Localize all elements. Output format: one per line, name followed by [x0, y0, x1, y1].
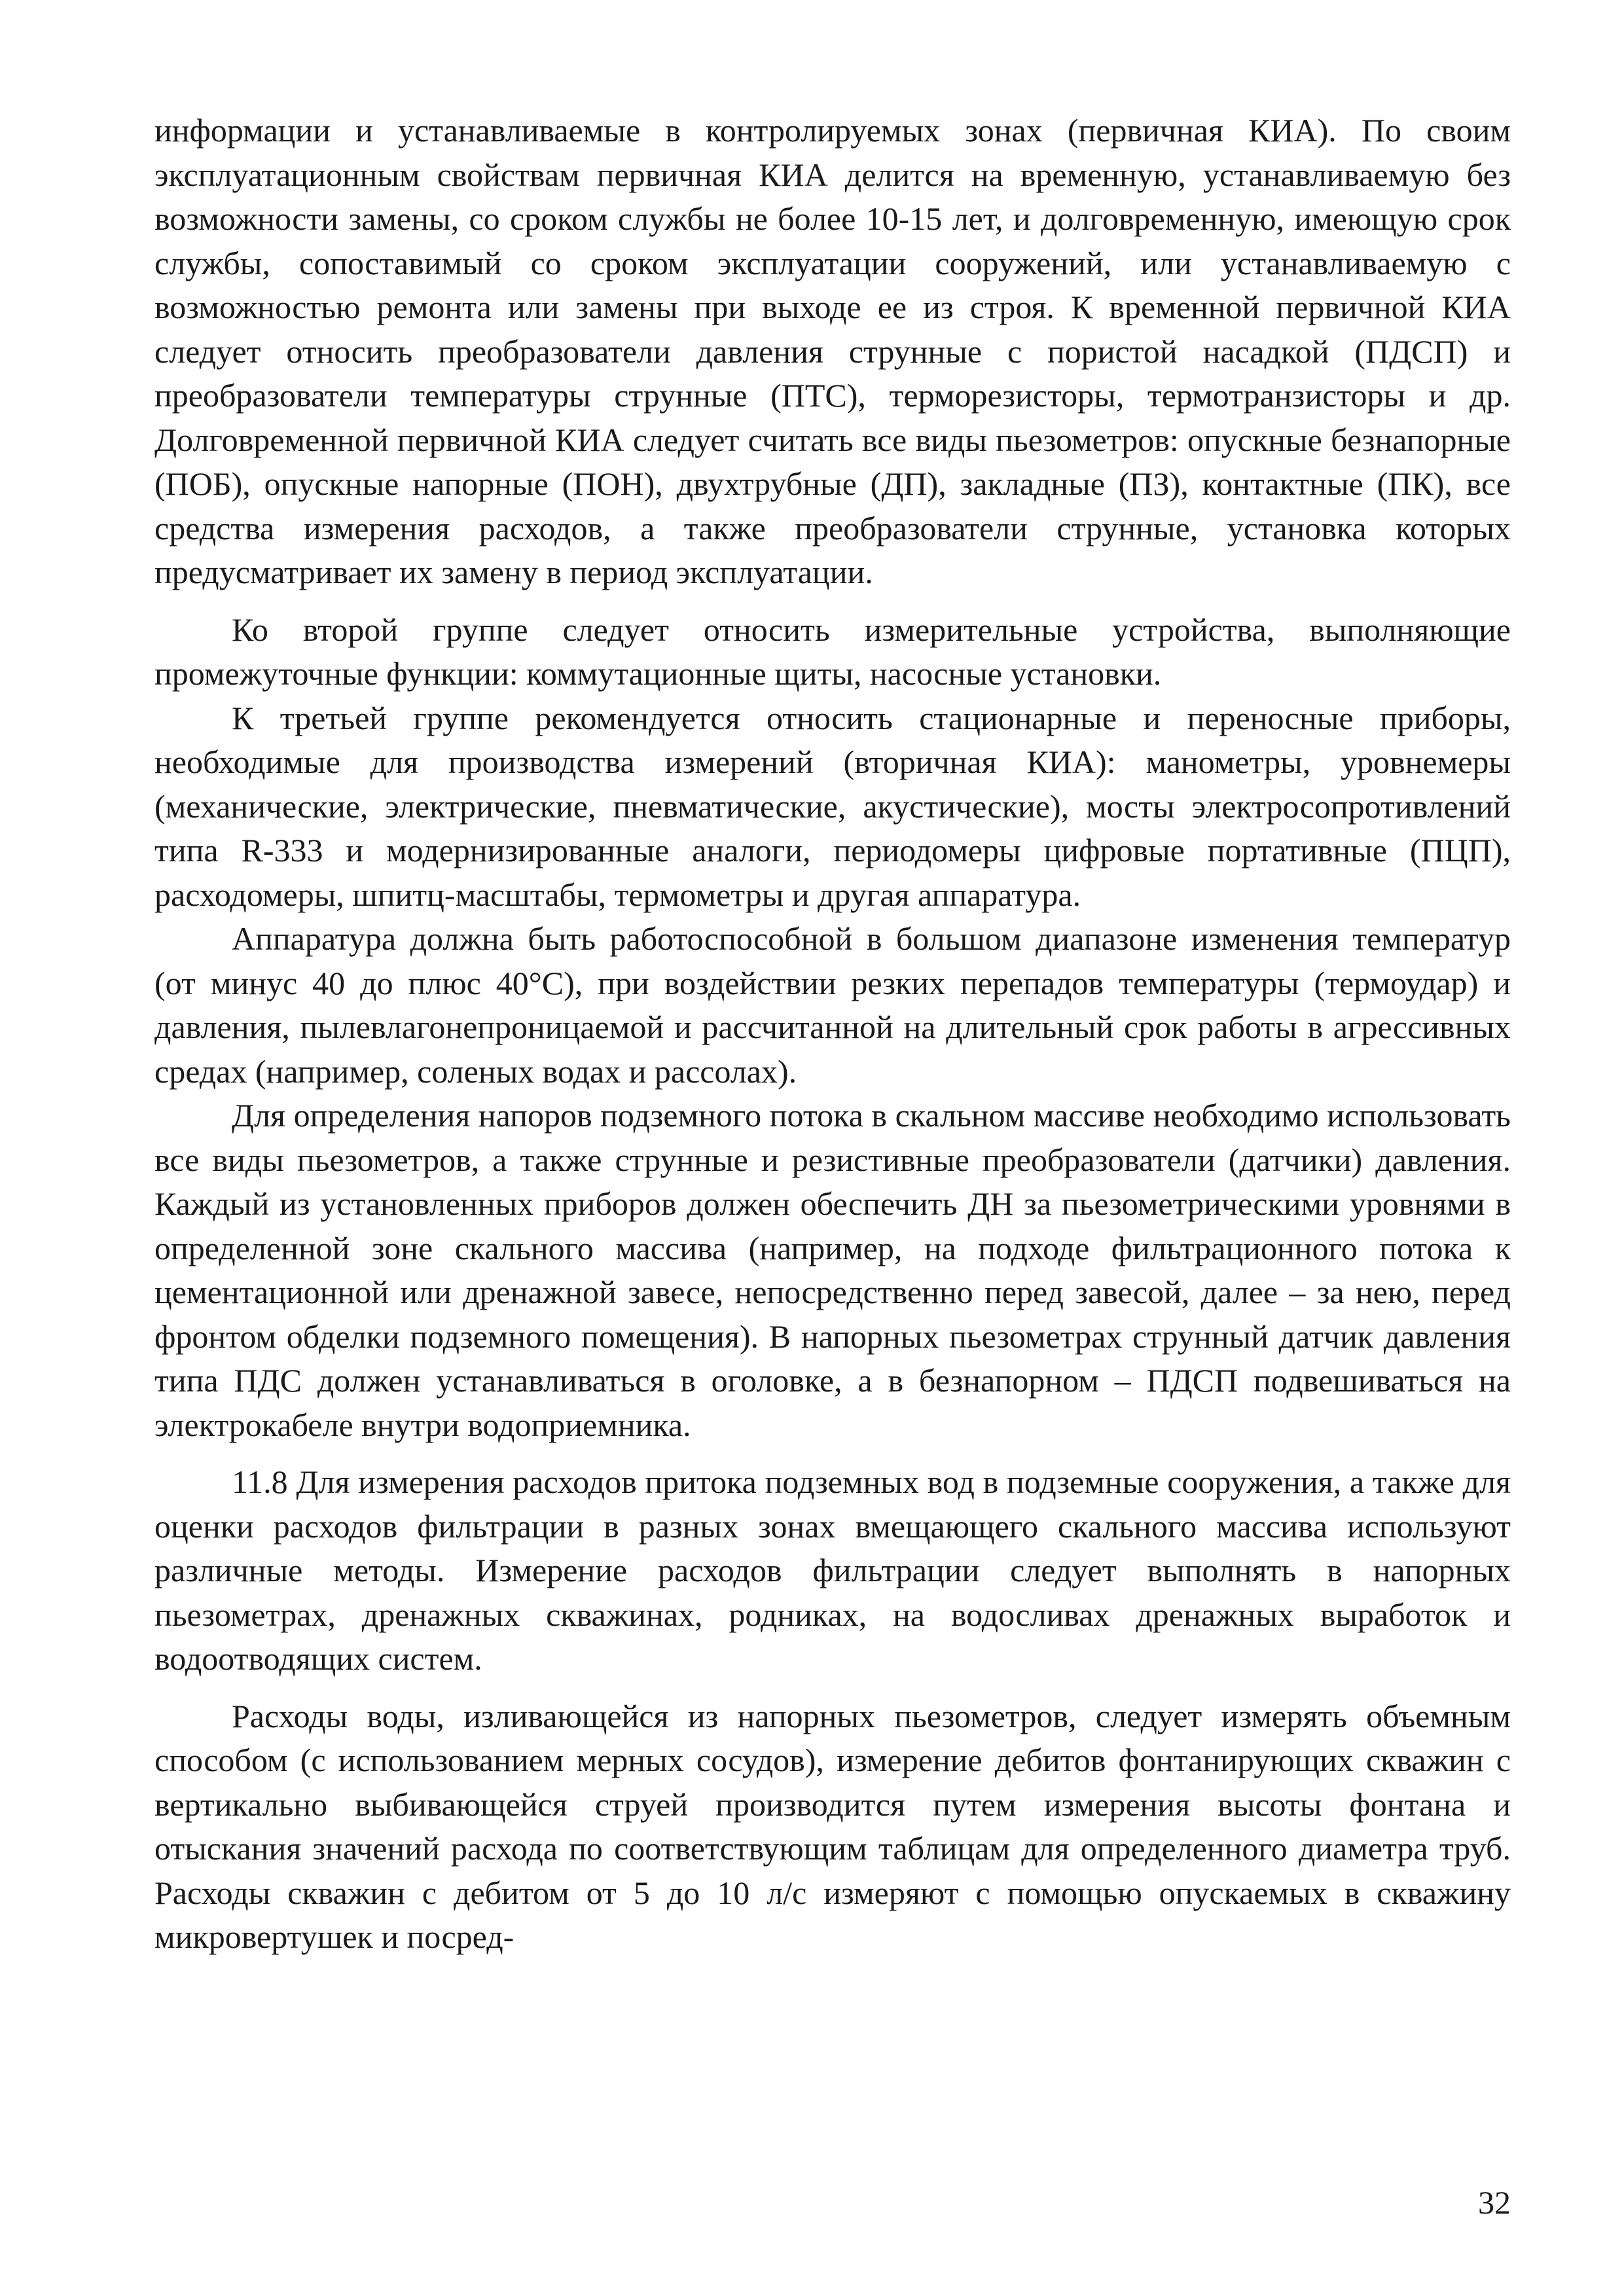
paragraph-pressure-measurement: Для определения напоров подземного потока в скальном массиве необходимо использовать все виды пьезометров, а также струнные и резистивные преобразователи (датчики) давления. Каждый из установленных приборов должен обеспечить ДН за пьезометрическими уровнями в определенной зоне скального массива (например, на подходе фильтрационного потока к цементационной или дренажной завесе, непосредственно перед завесой, далее – за нею, перед фронтом обделки подземного помещения). В напорных пьезометрах струнный датчик давления типа ПДС должен устанавливаться в оголовке, а в безнапорном – ПДСП подвешиваться на электрокабеле внутри водоприемника. — [154, 1097, 1511, 1443]
document-page — [154, 109, 1511, 1960]
paragraph-third-group: К третьей группе рекомендуется относить стационарные и переносные приборы, необходимые для производства измерений (вторичная КИА): манометры, уровнемеры (механические, электрические, пневматические, акустические), мосты электросопротивлений типа R-333 и модернизированные аналоги, периодомеры цифровые портативные (ПЦП), расходомеры, шпитц-масштабы, термометры и другая аппаратура. — [154, 699, 1511, 913]
page-number: 32 — [1478, 2184, 1511, 2221]
paragraph-second-group: Ко второй группе следует относить измерительные устройства, выполняющие промежуточные функции: коммутационные щиты, насосные установки. — [154, 611, 1511, 692]
paragraph-equipment-requirements: Аппаратура должна быть работоспособной в большом диапазоне изменения температур (от минус 40 до плюс 40°С), при воздействии резких перепадов температуры (термоудар) и давления, пылевлагонепроницаемой и рассчитанной на длительный срок работы в агрессивных средах (например, соленых водах и рассолах). — [154, 920, 1511, 1090]
paragraph-continuation: информации и устанавливаемые в контролируемых зонах (первичная КИА). По своим эксплуатационным свойствам первичная КИА делится на временную, устанавливаемую без возможности замены, со сроком службы не более 10-15 лет, и долговременную, имеющую срок службы, сопоставимый со сроком эксплуатации сооружений, или устанавливаемую с возможностью ремонта или замены при выходе ее из строя. К временной первичной КИА следует относить преобразователи давления струнные с пористой насадкой (ПДСП) и преобразователи температуры струнные (ПТС), терморезисторы, термотранзисторы и др. Долговременной первичной КИА следует считать все виды пьезометров: опускные безнапорные (ПОБ), опускные напорные (ПОН), двухтрубные (ДП), закладные (ПЗ), контактные (ПК), все средства измерения расходов, а также преобразователи струнные, установка которых предусматривает их замену в период эксплуатации. — [154, 112, 1511, 590]
paragraph-section-11-8: 11.8 Для измерения расходов притока подземных вод в подземные сооружения, а также для оценки расходов фильтрации в разных зонах вмещающего скального массива используют различные методы. Измерение расходов фильтрации следует выполнять в напорных пьезометрах, дренажных скважинах, родниках, на водосливах дренажных выработок и водоотводящих систем. — [154, 1463, 1511, 1677]
paragraph-flow-measurement: Расходы воды, изливающейся из напорных пьезометров, следует измерять объемным способом (с использованием мерных сосудов), измерение дебитов фонтанирующих скважин с вертикально выбивающейся струей производится путем измерения высоты фонтана и отыскания значений расхода по соответствующим таблицам для определенного диаметра труб. Расходы скважин с дебитом от 5 до 10 л/с измеряют с помощью опускаемых в скважину микровертушек и посред- — [154, 1697, 1511, 1955]
